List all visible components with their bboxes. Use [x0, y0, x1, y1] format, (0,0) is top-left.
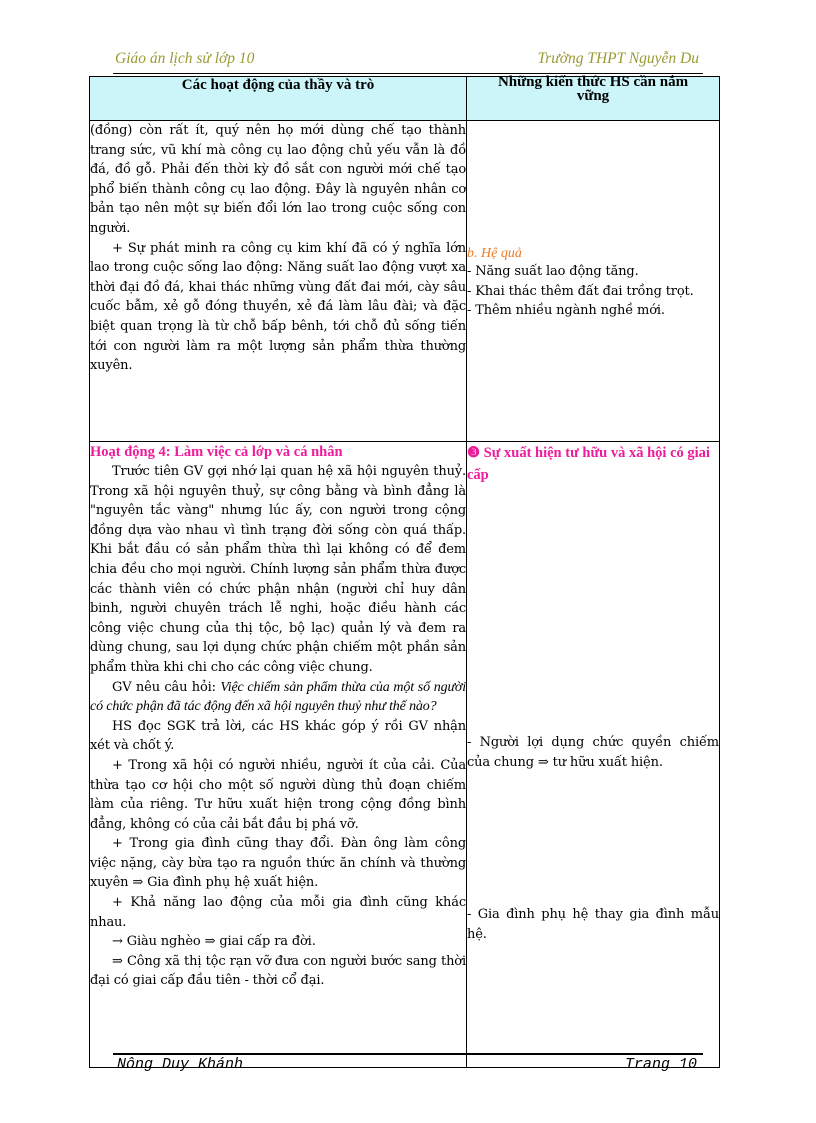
- activity-title: Hoạt động 4: Làm việc cả lớp và cá nhân: [90, 444, 343, 460]
- paragraph: → Giàu nghèo ⇒ giai cấp ra đời.: [112, 934, 316, 950]
- list-item: - Gia đình phụ hệ thay gia đình mẫu hệ.: [467, 907, 719, 942]
- paragraph: + Trong xã hội có người nhiều, người ít của cải. Của thừa tạo cơ hội cho một số người dùng thủ đoạn chiếm làm của riêng. Tư hữu xuất hiện trong cộng đồng bình đẳng, không có của cải bắt đầu bị phá vỡ.: [90, 757, 466, 832]
- header-subject: Giáo án lịch sử lớp 10: [115, 50, 255, 67]
- page-footer: [113, 1056, 703, 1078]
- paragraph: GV nêu câu hỏi: Việc chiếm sản phẩm thừa của một số người có chức phận đã tác động đến xã hội nguyên thuỷ như thế nào?: [90, 679, 466, 715]
- activities-cell: [90, 121, 467, 442]
- activities-cell: [90, 442, 467, 1068]
- page-header: [113, 50, 703, 72]
- section-heading: ❸ Sự xuất hiện tư hữu và xã hội có giai cấp: [467, 445, 710, 483]
- header-school: Trường THPT Nguyễn Du: [537, 50, 699, 67]
- col1-header: Các hoạt động của thầy và trò: [90, 77, 467, 121]
- paragraph: HS đọc SGK trả lời, các HS khác góp ý rồi GV nhận xét và chốt ý.: [90, 718, 466, 754]
- section-heading: b. Hệ quả: [467, 246, 522, 261]
- paragraph: + Sự phát minh ra công cụ kim khí đã có ý nghĩa lớn lao trong cuộc sống lao động: Năng suất lao động vượt xa thời đại đồ đá, khai thác những vùng đất đai mới, cày sâu cuốc bẫm, xẻ gỗ đóng thuyền, xẻ đá làm lâu đài; và đặc biệt quan trọng là từ chỗ bấp bênh, tới chỗ đủ sống tiến tới con người làm ra một lượng sản phẩm thừa thường xuyên.: [90, 240, 466, 374]
- list-item: - Năng suất lao động tăng.: [467, 264, 639, 279]
- table-row: [90, 442, 720, 1068]
- question-text: Việc chiếm sản phẩm thừa của một số người có chức phận đã tác động đến xã hội nguyên thuỷ như thế nào?: [90, 679, 466, 715]
- paragraph: + Trong gia đình cũng thay đổi. Đàn ông làm công việc nặng, cày bừa tạo ra nguồn thức ăn chính và thường xuyên ⇒ Gia đình phụ hệ xuất hiện.: [90, 836, 466, 891]
- list-item: - Khai thác thêm đất đai trồng trọt.: [467, 283, 694, 299]
- paragraph: ⇒ Công xã thị tộc rạn vỡ đưa con người bước sang thời đại có giai cấp đầu tiên - thời cổ đại.: [90, 953, 466, 989]
- list-item: - Người lợi dụng chức quyền chiếm của chung ⇒ tư hữu xuất hiện.: [467, 735, 719, 770]
- table-header-row: [90, 77, 720, 121]
- lesson-table: [89, 76, 720, 1068]
- paragraph: + Khả năng lao động của mỗi gia đình cũng khác nhau.: [90, 895, 466, 930]
- paragraph: (đồng) còn rất ít, quý nên họ mới dùng chế tạo thành trang sức, vũ khí mà công cụ lao động chủ yếu vẫn là đồ đá, đồ gỗ. Phải đến thời kỳ đồ sắt con người mới chế tạo phổ biến thành công cụ lao động. Đây là nguyên nhân cơ bản tạo nên một sự biến đổi lớn lao trong cuộc sống con người.: [90, 123, 466, 236]
- footer-page-number: Trang 10: [624, 1056, 697, 1073]
- footer-divider: [113, 1053, 703, 1055]
- knowledge-cell: [467, 121, 720, 442]
- knowledge-cell: [467, 442, 720, 1068]
- paragraph: Trước tiên GV gợi nhớ lại quan hệ xã hội nguyên thuỷ. Trong xã hội nguyên thuỷ, sự công bằng và bình đẳng là "nguyên tắc vàng" nhưng lúc ấy, con người trong cộng đồng dựa vào nhau vì tình trạng đời sống còn quá thấp. Khi bắt đầu có sản phẩm thừa thì lại không có để đem chia đều cho mọi người. Chính lượng sản phẩm thừa được các thành viên có chức phận nhận (người chỉ huy dân binh, người chuyên trách lễ nghi, hoặc điều hành các công việc chung của thị tộc, bộ lạc) quản lý và đem ra dùng chung, sau lợi dụng chức phận chiếm một phần sản phẩm thừa khi chi cho các công việc chung.: [90, 464, 466, 675]
- list-item: - Thêm nhiều ngành nghề mới.: [467, 303, 665, 319]
- table-row: [90, 121, 720, 442]
- footer-author: Nông Duy Khánh: [117, 1056, 244, 1073]
- col2-header: Những kiến thức HS cần nắm vững: [467, 77, 720, 121]
